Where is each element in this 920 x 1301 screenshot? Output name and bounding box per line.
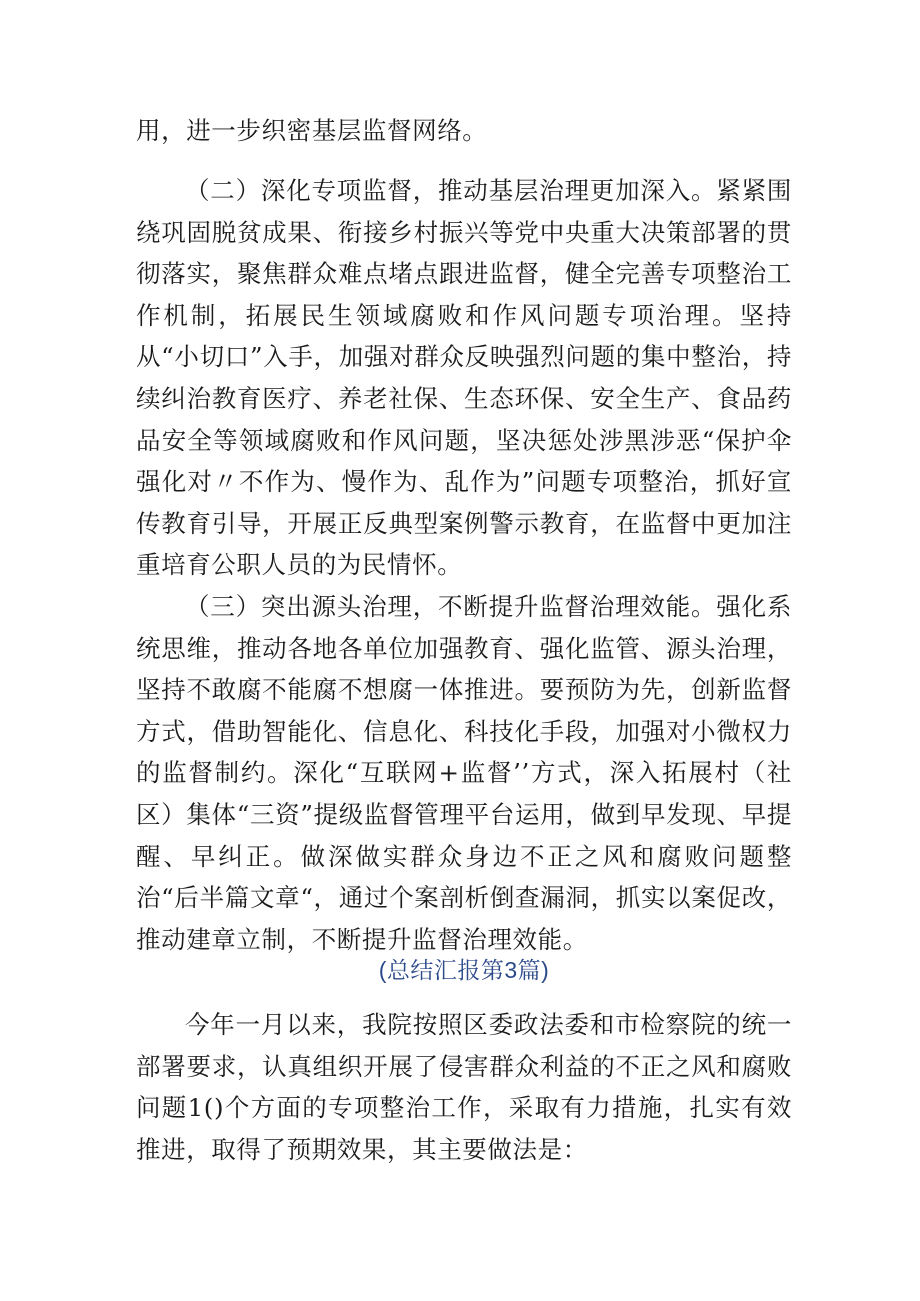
paragraph-intro: 今年一月以来，我院按照区委政法委和市检察院的统一部署要求，认真组织开展了侵害群众利益的不正之风和腐败问题1()个方面的专项整治工作，采取有力措施，扎实有效推进，取得了预期效果，其主要做法是： (136, 1010, 792, 1164)
paragraph-section-two: （二）深化专项监督，推动基层治理更加深入。紧紧围绕巩固脱贫成果、衔接乡村振兴等党中央重大决策部署的贯彻落实，聚焦群众难点堵点跟进监督，健全完善专项整治工作机制，拓展民生领域腐败和作风问题专项治理。坚持从“小切口”入手，加强对群众反映强烈问题的集中整治，持续纠治教育医疗、养老社保、生态环保、安全生产、食品药品安全等领域腐败和作风问题，坚决惩处涉黑涉恶“保护伞强化对〃不作为、慢作为、乱作为”问题专项整治，抓好宣传教育引导，开展正反典型案例警示教育，在监督中更加注重培育公职人员的为民情怀。 (136, 176, 792, 580)
paragraph-continuation: 用，进一步织密基层监督网络。 (136, 116, 488, 145)
section-heading: (总结汇报第3篇) (378, 957, 550, 983)
paragraph-section-three: （三）突出源头治理，不断提升监督治理效能。强化系统思维，推动各地各单位加强教育、强化监管、源头治理，坚持不敢腐不能腐不想腐一体推进。要预防为先，创新监督方式，借助智能化、信息化、科技化手段，加强对小微权力的监督制约。深化“互联网+监督’’方式，深入拓展村（社区）集体“三资”提级监督管理平台运用，做到早发现、早提醒、早纠正。做深做实群众身边不正之风和腐败问题整治“后半篇文章“，通过个案剖析倒查漏洞，抓实以案促改，推动建章立制，不断提升监督治理效能。 (136, 592, 792, 954)
